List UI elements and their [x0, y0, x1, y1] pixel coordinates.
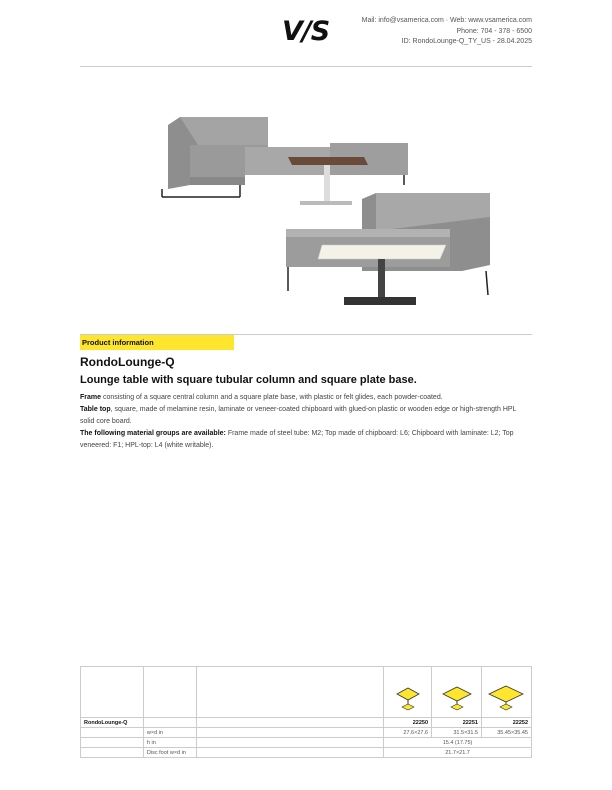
spec-empty-cell	[81, 738, 144, 748]
frame-paragraph	[80, 392, 532, 404]
contact-info	[362, 16, 532, 48]
spec-empty-cell	[196, 667, 383, 718]
spec-empty-cell	[143, 718, 196, 728]
product-description	[80, 392, 532, 452]
product-photo	[150, 105, 495, 320]
model-number: 22252	[481, 718, 531, 728]
model-number: 22250	[384, 718, 432, 728]
header-divider	[80, 66, 532, 67]
groups-paragraph	[80, 428, 532, 452]
spec-row-disc-foot	[81, 748, 532, 758]
spec-model-row	[81, 718, 532, 728]
spec-value: 21.7×21.7	[384, 748, 532, 758]
table-small-icon	[394, 685, 422, 711]
spec-empty-cell	[196, 718, 383, 728]
spec-row-label: h in	[143, 738, 196, 748]
model-number: 22251	[432, 718, 482, 728]
model-icon-cell	[384, 667, 432, 718]
frame-label: Frame	[80, 394, 102, 401]
table-large-icon	[488, 685, 524, 711]
spec-value: 27.6×27.6	[384, 728, 432, 738]
product-information-label: Product information	[80, 335, 234, 350]
table-medium-icon	[441, 685, 473, 711]
spec-empty-cell	[81, 728, 144, 738]
spec-value: 15.4 (17.75)	[384, 738, 532, 748]
spec-empty-cell	[196, 728, 383, 738]
spec-row-label: w×d in	[143, 728, 196, 738]
spec-empty-cell	[143, 667, 196, 718]
spec-empty-cell	[81, 748, 144, 758]
spec-empty-cell	[196, 738, 383, 748]
spec-empty-cell	[81, 667, 144, 718]
spec-icon-row	[81, 667, 532, 718]
spec-value: 35.45×35.45	[481, 728, 531, 738]
top-text: , square, made of melamine resin, laminate or veneer-coated chipboard with glued-on plastic or wooden edge or high-strength HPL solid core board.	[80, 406, 517, 425]
spec-product-name: RondoLounge-Q	[81, 718, 144, 728]
product-subtitle: Lounge table with square tubular column and square plate base.	[80, 374, 417, 386]
contact-phone: Phone: 704 - 378 - 6500	[456, 27, 532, 35]
groups-label: The following material groups are available:	[80, 430, 226, 437]
contact-mail-web: Mail: info@vsamerica.com · Web: www.vsamerica.com	[361, 17, 532, 24]
frame-text: consisting of a square central column and a square plate base, with plastic or felt glides, each powder-coated.	[101, 394, 443, 401]
spec-value: 31.5×31.5	[432, 728, 482, 738]
vs-logo: V/S	[282, 16, 330, 47]
groups-text: Frame made of steel tube: M2; Top made of chipboard: L6; Chipboard with laminate: L2; Top veneered: F1; HPL-top: L4 (white writable).	[80, 430, 514, 449]
spec-row-wd	[81, 728, 532, 738]
product-name: RondoLounge-Q	[80, 355, 175, 369]
model-icon-cell	[481, 667, 531, 718]
spec-row-label: Disc foot w×d in	[143, 748, 196, 758]
spec-row-h	[81, 738, 532, 748]
top-label: Table top	[80, 406, 111, 413]
spec-table	[80, 666, 532, 758]
document-id: ID: RondoLounge-Q_TY_US - 28.04.2025	[401, 38, 532, 45]
top-paragraph	[80, 404, 532, 428]
spec-empty-cell	[196, 748, 383, 758]
model-icon-cell	[432, 667, 482, 718]
